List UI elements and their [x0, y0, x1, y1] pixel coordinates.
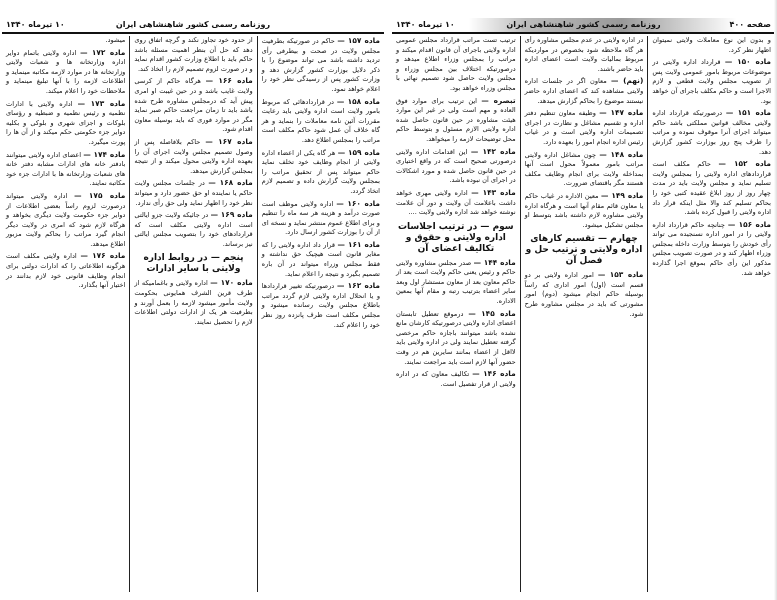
article-paragraph — [525, 270, 644, 319]
text-column — [392, 36, 520, 592]
article-text: ترتیب تست مراتب قرارداد مجلس عمومی اداره ولایتی باجرای آن قانون اقدام میکند و مراتب را بمجلس وزراء اطلاع میدهد و درصورتیکه اختلاف بین مجلس وزراء و مجلس ولایت حاصل شود تصمیم نهائی با مجلس وزراء خواهد بود. — [396, 36, 516, 92]
article-paragraph — [525, 76, 644, 106]
article-paragraph — [6, 99, 125, 148]
article-number: ماده ۱۴۴ — — [473, 257, 516, 267]
article-text: وظیفه معاون تنظیم دفتر اداره و تقسیم مشاغل و نظارت در اجرای تصمیمات اداره ولایتی است و در غیاب رئیس اداره انجام امور را بعهده دارد. — [524, 109, 644, 146]
section-heading: سوم — در ترتیب اجلاسات اداره ولایتی و حقوق و تکالیف اعضای آن — [398, 221, 514, 254]
article-text: و بدون این نوع معاملات ولایتی نمیتوان اظهار نظر کرد. — [652, 36, 771, 54]
article-paragraph — [525, 108, 644, 147]
article-paragraph — [396, 369, 516, 389]
text-column — [129, 36, 256, 592]
article-paragraph — [652, 159, 771, 218]
article-number: ماده ۱۶۸ — — [208, 178, 253, 188]
article-text: درصورتیکه تغییر قراردادها و یا انحلال اداره ولایتی لازم گردد مراتب باطلاع مجلس ولایت رسانده میشود و مجلس مکلف است ظرف پانزده روز نظر خود را اعلام کند. — [261, 282, 380, 329]
article-number: ماده ۱۴۹ — — [601, 190, 644, 200]
article-number: ماده ۱۴۸ — — [599, 149, 644, 159]
article-paragraph — [262, 36, 380, 95]
article-text: چنانچه حاکم قرارداد اداره ولایتی را در امور اداره نسنجیده می تواند رأی خودش را بتوسط وزارت داخله بمجلس وزراء اظهار کند و در صورت تصویب مجلس مذکور این رأی حاکم بموقع اجرا گذارده خواهد شد. — [652, 220, 771, 277]
article-paragraph — [652, 57, 771, 106]
article-number: ماده ۱۶۶ — — [205, 76, 253, 86]
article-text: از حدود خود تجاوز نکند و گرچه اتفاق روی دهد که حل آن بنظر اهمیت مسئله باشد حاکم باید با اطلاع وزارت کشور اقدام نماید و در صورت لزوم تصمیم لازم را اتخاذ کند. — [134, 36, 253, 73]
page-right — [390, 0, 777, 600]
newspaper-title: روزنامه رسمی کشور شاهنشاهی ایران — [115, 20, 271, 29]
article-number: ماده ۱۵۱ — — [725, 108, 771, 118]
article-text: تکالیف معاون که در اداره ولایتی از قرار تفصیل است. — [396, 370, 516, 388]
article-paragraph — [134, 36, 252, 74]
article-paragraph — [6, 48, 125, 97]
issue-date: ۱۰ تیرماه ۱۳۴۰ — [396, 20, 455, 29]
article-text: اداره ولایتی و باغمامیکه از طرف قرین الشرف همایونی بحکومت ولایت مأمور میشود لازمه را بعمل آورند و بطرفیت هر یک از ادارات دولتی اطلاعات لازم را تحصیل نمایند. — [134, 279, 253, 326]
article-number: ماده ۱۵۰ — — [724, 57, 771, 67]
article-paragraph — [262, 240, 380, 279]
article-text: اداره ولایتی میتواند درصورت لزوم راساً بعضی اطلاعات از دوایر جزء حکومت ولایت دیگری بخواهد و هرگاه لازم شود که امری در ولایت دیگر انجام گیرد مراتب را بحاکم ولایت مزبور اطلاع میدهد. — [6, 191, 126, 248]
article-paragraph — [525, 191, 644, 230]
article-paragraph — [134, 178, 252, 208]
article-text: امور اداره ولایتی بر دو قسم است (اول) امور اداری که راساً بوسیله حاکم انجام میشود (دوم) امور مشورتی که باید در مجلس مشاوره طرح شود. — [524, 271, 644, 318]
article-paragraph — [396, 188, 516, 218]
text-columns — [392, 36, 775, 592]
article-number: ماده ۱۷۴ — — [83, 149, 126, 159]
article-text: درموقع تعطیل تابستان اعضای اداره ولایتی درصورتیکه کارشان مانع نشده باشد میتوانند باجازه حاکم مرخصی گرفته تعطیل نمایند ولی در اداره ولایتی باید لااقل از اعضاء بمانند سایرین هم در وقت حضور آنها لازم است باید مراجعت نمایند. — [396, 309, 516, 366]
article-paragraph — [262, 281, 380, 330]
article-text: قرار داد اداره ولایتی را که مغایر قانون است هیچیک حق نداشته و فقط مجلس وزراء میتواند در آن باره تصمیم بگیرد و نتیجه را اعلام نماید. — [261, 240, 380, 278]
text-column — [257, 36, 384, 592]
article-text: این ترتیب برای موارد فوق العاده و مهم است ولی در غیر این موارد هیئت مشاوره در حین قانون حاصل شده اداره ولایتی الازم مسئول و بتوسط حاکم محل توضیحات لازمه را میخواهد. — [396, 96, 516, 143]
article-text: در قراردادهائی که مربوط بامور ولایت است اداره ولایتی باید رعایت مقررات آئین نامه معاملات را بنماید و هر گاه خلاف آن عمل شود حاکم مکلف است مراتب را بمجلس اطلاع دهد. — [261, 97, 380, 144]
article-paragraph — [396, 147, 516, 186]
article-paragraph — [262, 199, 380, 238]
article-text: هرگاه حاکم از کرسی ولایت غایب باشد و در حین غیبت او امری پیش آید که درمجلس مشاوره طرح شده باشد باید تا زمان مراجعت حاکم صبر نماید مگر در موارد فوری که باید بوسیله معاون اقدام شود. — [134, 77, 253, 134]
article-text: اداره ولایتی با ادارات نظمیه و رئیس نظمیه و ضبطیه و رؤسای بلوکات و اجزای شهری و بلوکی و بکلیه دوایر جزء حکومتی حکم میکند و از آن ها را پورت میگیرد. — [6, 99, 126, 146]
article-number: ماده ۱۵۳ — — [597, 270, 644, 280]
article-number: ماده ۱۷۳ — — [77, 98, 126, 108]
article-text: صدر مجلس مشاوره ولایتی حاکم و رئیس یعنی حاکم ولایت است بعد از حاکم معاون بعد از معاون مستشار اول وبعد سایر اعضاء بترتیب رتبه و مقام آنها بمعین الاداره. — [396, 258, 516, 306]
article-text: اداره ولایتی مهری خواهد داشت باعلامت آن ولایت و دور آن علامت نوشته خواهد شد اداره ولایتی ولایت .... — [396, 188, 516, 217]
text-columns — [2, 36, 384, 592]
article-number: تبصره — — [481, 95, 516, 105]
newspaper-title: روزنامه رسمی کشور شاهنشاهی ایران — [506, 20, 661, 29]
article-text: اعضای اداره ولایتی میتوانند بادفتر خانه های ادارات مشابه دفتر خانه های شعبات وزارتخانه ها با ادارات جزء خود مکاتبه نمایند. — [6, 150, 126, 188]
article-number: ماده ۱۶۷ — — [205, 136, 253, 146]
article-text: معین الاداره در غیاب حاکم یا معاون قائم مقام آنها است و هرگاه اداره ولایتی مشاوره لازم داشته باشد بتوسط او مجلس تشکیل میشود. — [524, 191, 644, 229]
article-paragraph — [262, 97, 380, 146]
article-text: اداره ولایتی موظف است صورت درآمد و هزینه هر سه ماه را تنظیم و برای اطلاع عموم منتشر نماید و نسخه ای از آن را بوزارت کشور ارسال دارد. — [261, 199, 380, 237]
article-text: حاکم در صورتیکه بطرفیت مجلس ولایت در صحت و بیطرفی رأی تردید داشته باشد می تواند موضوع را با ذکر دلایل بوزارت کشور گزارش دهد و وزارت کشور پس از رسیدگی نظر خود را اعلام خواهد نمود. — [261, 37, 380, 93]
text-column — [2, 36, 129, 592]
article-paragraph — [652, 108, 771, 157]
article-number: ماده ۱۴۲ — — [470, 146, 516, 156]
page-header — [2, 18, 384, 34]
article-number: ماده ۱۷۲ — — [80, 47, 126, 57]
article-paragraph — [134, 210, 252, 249]
article-text: حاکم بلافاصله پس از وصول تصمیم مجلس ولایت اجرای آن را بعهده اداره ولایتی محول میکند و از نتیجه بمجلس گزارش میدهد. — [134, 137, 253, 175]
article-paragraph — [652, 36, 771, 55]
article-text: درصورتیکه قرارداد اداره ولایتی مخالف قوانین مملکتی باشد حاکم میتواند اجرای آنرا موقوف نموده و مراتب را ظرف پنج روز بوزارت کشور گزارش دهد. — [652, 109, 771, 156]
article-text: هر گاه یکی از اعضاء اداره ولایتی از انجام وظایف خود تخلف نماید حاکم میتواند پس از تحقیق مراتب را بمجلس ولایت گزارش داده و تصمیم لازم اتخاذ گردد. — [261, 148, 380, 195]
article-number: ماده ۱۵۸ — — [336, 96, 380, 106]
article-number: ماده ۱۵۹ — — [337, 147, 380, 157]
issue-date: ۱۰ تیرماه ۱۳۴۰ — [6, 20, 65, 29]
article-text: اداره ولایتی مکلف است هرگونه اطلاعاتی را که ادارات دولتی برای انجام وظایف قانونی خود لازم بدانند در اختیار آنها بگذارد. — [6, 252, 126, 290]
article-text: میشود. — [105, 36, 126, 44]
article-paragraph — [396, 258, 516, 307]
article-paragraph — [6, 191, 125, 250]
article-number: ماده ۱۷۰ — — [210, 278, 253, 288]
article-paragraph — [396, 309, 516, 368]
article-paragraph — [396, 96, 516, 145]
text-column — [520, 36, 648, 592]
article-number: ماده ۱۵۲ — — [718, 159, 771, 169]
article-text: این اقدامات اداره ولایتی درصورتی صحیح است که در واقع اختیاری در حین قانون حاصل شده و مورد اشکالات در اجرای آن نبوده باشد. — [396, 147, 516, 185]
section-heading: چهارم — تقسیم کارهای اداره ولایتی و ترتیب حل و فصل آن — [525, 234, 643, 267]
article-number: ماده ۱۴۳ — — [471, 187, 516, 197]
article-paragraph — [262, 148, 380, 197]
article-number: ماده ۱۶۲ — — [337, 281, 380, 291]
page-left — [0, 0, 386, 600]
article-number: ماده ۱۶۹ — — [210, 210, 253, 220]
text-column — [647, 36, 775, 592]
article-text: قرارداد اداره ولایتی در موضوعات مربوط بامور عمومی ولایت پس از تصویب مجلس ولایت قطعی و لازم الاجرا است و حاکم مکلف باجرای آن خواهد بود. — [652, 58, 771, 105]
article-paragraph — [134, 278, 252, 327]
article-paragraph — [134, 76, 252, 135]
page-header — [392, 18, 775, 34]
article-paragraph — [652, 220, 771, 279]
article-number: ماده ۱۷۵ — — [74, 190, 126, 200]
article-text: در جلسات مجلس ولایت حاکم یا نماینده او حق حضور دارد و میتواند نظر خود را اظهار نماید ولی حق رأی ندارد. — [134, 179, 253, 207]
article-number: ماده ۱۷۶ — — [80, 251, 126, 261]
article-paragraph — [6, 150, 125, 189]
article-number: ماده ۱۶۰ — — [336, 198, 380, 208]
article-paragraph — [134, 137, 252, 176]
article-paragraph — [6, 36, 125, 46]
article-text: معاون اگر در جلسات اداره ولایتی مشاهده کند که اعضای اداره حاضر نیستند موضوع را بحاکم گزارش میدهد. — [524, 77, 644, 105]
article-number: ماده ۱۶۱ — — [337, 239, 380, 249]
article-number: (نهم) — — [611, 76, 644, 86]
article-paragraph — [525, 36, 644, 74]
article-number: ماده ۱۴۵ — — [468, 308, 516, 318]
article-number: ماده ۱۵۶ — — [727, 219, 771, 229]
article-text: چون مشاغل اداره ولایتی مراتب بامور معمولاً محول است آنها بمداخله ولایت برای انجام وظایف مکلف هستند مگر باقتضای ضرورت. — [524, 150, 644, 188]
section-heading: پنجم — در روابط اداره ولایتی با سایر ادارات — [143, 253, 244, 275]
article-text: در جائیکه ولایت جزو ایالتی است اداره ولایتی مکلف است که قراردادهای خود را بتصویب مجلس ایالتی نیز برساند. — [134, 211, 253, 248]
article-number: ماده ۱۵۷ — — [337, 36, 380, 45]
article-text: در اداره ولایتی در عدم مجلس مشاوره رأی هر گاه ملاحظه شود بخصوص در مواردیکه مربوط بمالیات ولایت است اعضای اداره باید حاضر باشند. — [524, 36, 644, 73]
article-paragraph — [525, 150, 644, 189]
article-number: ماده ۱۴۶ — — [472, 369, 516, 379]
article-text: اداره ولایتی باتمام دوایر اداره وزارتخانه ها و شعبات ولایتی وزارتخانه ها در موارد لازمه مکاتبه مینماید و اطلاعات لازمه را با آنها تبلیغ مینماید و ملاحظات خود را اعلام میکند. — [6, 48, 126, 95]
article-paragraph — [396, 36, 516, 94]
article-number: ماده ۱۴۷ — — [599, 108, 644, 118]
page-number: صفحه ۴۰۰ — [729, 20, 771, 29]
article-paragraph — [6, 251, 125, 290]
article-text: حاکم مکلف است قراردادهای اداره ولایتی را بمجلس ولایت تسلیم نماید و مجلس ولایت باید در مدت چهار روز از روز ابلاغ عقیده کتبی خود را بحاکم تسلیم کند والا مثل اینکه قرار داد اداره ولایتی را قبول کرده باشد. — [652, 160, 771, 217]
